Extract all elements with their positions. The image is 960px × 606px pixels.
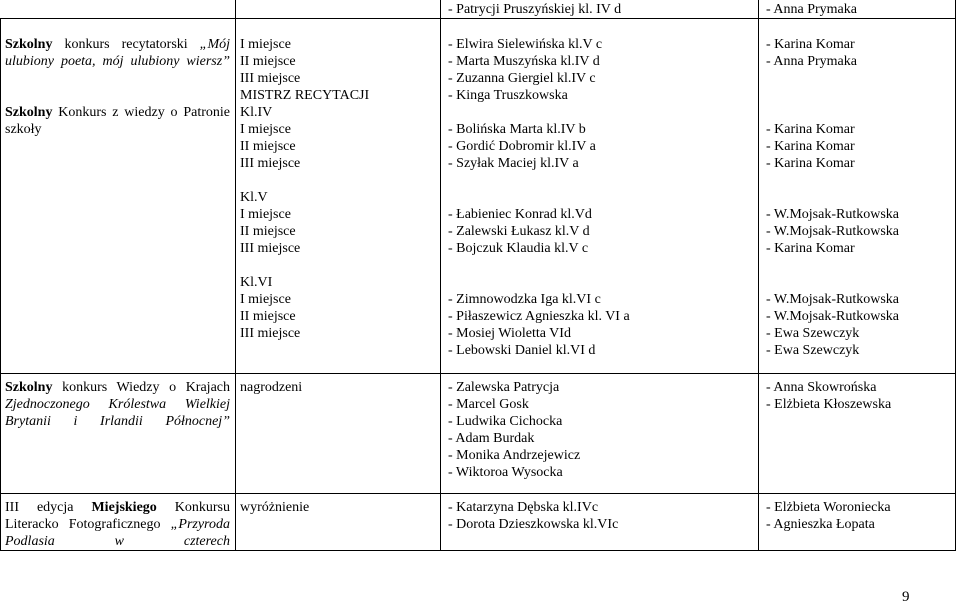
winner-entry: - Mosiej Wioletta VId — [448, 326, 571, 341]
table-border-left — [0, 18, 1, 551]
place-label: MISTRZ RECYTACJI — [240, 88, 370, 103]
teacher-entry: - Karina Komar — [766, 241, 855, 256]
winner-entry: - Zalewska Patrycja — [448, 380, 560, 395]
teacher-entry: - Elżbieta Woroniecka — [766, 500, 891, 515]
teacher-entry: - Ewa Szewczyk — [766, 343, 860, 358]
teacher-entry: - Karina Komar — [766, 122, 855, 137]
winners-list — [448, 499, 754, 533]
contest-name-part: Szkolny — [5, 380, 53, 395]
table-row-divider — [0, 18, 956, 19]
winner-entry: - Zimnowodzka Iga kl.VI c — [448, 292, 601, 307]
place-label: Kl.V — [240, 190, 268, 205]
table-row-top-winners — [448, 1, 754, 18]
place-label: Kl.IV — [240, 105, 273, 120]
winner-entry: - Zuzanna Giergiel kl.IV c — [448, 71, 596, 86]
place-label: I miejsce — [240, 122, 291, 137]
place-label: I miejsce — [240, 37, 291, 52]
winner-entry: - Lebowski Daniel kl.VI d — [448, 343, 596, 358]
place-label: II miejsce — [240, 309, 296, 324]
winner-entry: - Monika Andrzejewicz — [448, 448, 581, 463]
teacher-entry: - Agnieszka Łopata — [766, 517, 875, 532]
place-label: III miejsce — [240, 326, 301, 341]
place-label: III miejsce — [240, 71, 301, 86]
contest-name-literary-photo — [5, 499, 230, 550]
place-label: III miejsce — [240, 241, 301, 256]
teachers-list — [766, 499, 952, 533]
teacher-entry: - Anna Prymaka — [766, 54, 857, 69]
place-label: Kl.VI — [240, 275, 273, 290]
contest-name-part: „Mój ulubiony poeta, mój ulubiony wiersz” — [5, 37, 230, 69]
teacher-entry: - Ewa Szewczyk — [766, 326, 860, 341]
table-border-bottom — [0, 550, 956, 551]
table-row-top-teachers — [766, 1, 952, 18]
winner-entry: - Ludwika Cichocka — [448, 414, 563, 429]
winner-entry: - Bolińska Marta kl.IV b — [448, 122, 586, 137]
winner-entry: - Łabieniec Konrad kl.Vd — [448, 207, 592, 222]
teacher-entry: - Anna Skowrońska — [766, 380, 877, 395]
teacher-entry: - W.Mojsak-Rutkowska — [766, 224, 899, 239]
contest-name-part: Konkursu Literacko Fotograficznego — [5, 500, 230, 532]
teacher-entry: - W.Mojsak-Rutkowska — [766, 292, 899, 307]
table-row-divider — [0, 493, 956, 494]
contest-name-patron-quiz — [5, 104, 230, 138]
teacher-entry: - Elżbieta Kłoszewska — [766, 397, 892, 412]
teachers-list — [766, 379, 952, 413]
contest-name-part: Zjednoczonego Królestwa Wielkiej Brytanii i Irlandii Północnej” — [5, 397, 230, 429]
place-label: II miejsce — [240, 54, 296, 69]
teachers-list — [766, 36, 952, 359]
place-label: I miejsce — [240, 292, 291, 307]
contest-name-part: Konkurs z wiedzy o Patronie szkoły — [5, 105, 230, 137]
contest-name-part: Szkolny — [5, 37, 53, 52]
teacher-entry: - W.Mojsak-Rutkowska — [766, 207, 899, 222]
winner-entry: - Wiktoroa Wysocka — [448, 465, 563, 480]
winner-entry: - Marta Muszyńska kl.IV d — [448, 54, 600, 69]
winner-entry: - Patrycji Pruszyńskiej kl. IV d — [448, 2, 622, 17]
contest-name-part: konkurs Wiedzy o Krajach — [52, 380, 230, 395]
place-label: III miejsce — [240, 156, 301, 171]
winner-entry: - Gordić Dobromir kl.IV a — [448, 139, 596, 154]
place-label: II miejsce — [240, 139, 296, 154]
table-row-divider — [0, 373, 956, 374]
contest-name-uk-quiz — [5, 379, 230, 430]
teacher-entry: - Karina Komar — [766, 37, 855, 52]
winner-entry: - Dorota Dzieszkowska kl.VIc — [448, 517, 619, 532]
table-column-divider — [758, 0, 759, 551]
place-label: II miejsce — [240, 224, 296, 239]
winner-entry: - Adam Burdak — [448, 431, 535, 446]
winner-entry: - Zalewski Łukasz kl.V d — [448, 224, 590, 239]
winners-list — [448, 36, 754, 359]
places-list — [240, 36, 436, 342]
teacher-entry: - Anna Prymaka — [766, 2, 857, 17]
winner-entry: - Bojczuk Klaudia kl.V c — [448, 241, 589, 256]
contest-name-part: „Przyroda Podlasia w czterech — [5, 517, 230, 549]
places-list — [240, 499, 436, 516]
contest-name-part: Miejskiego — [91, 500, 157, 515]
winner-entry: - Szyłak Maciej kl.IV a — [448, 156, 579, 171]
contest-name-recitation — [5, 36, 230, 70]
page-number: 9 — [902, 589, 910, 605]
contest-name-part: konkurs recytatorski — [52, 37, 200, 52]
table-column-divider — [235, 0, 236, 551]
winner-entry: - Elwira Sielewińska kl.V c — [448, 37, 603, 52]
teacher-entry: - Karina Komar — [766, 139, 855, 154]
winner-entry: - Kinga Truszkowska — [448, 88, 568, 103]
winners-list — [448, 379, 754, 481]
places-list — [240, 379, 436, 396]
table-column-divider — [440, 0, 441, 551]
table-border-right — [955, 0, 956, 551]
place-label: nagrodzeni — [240, 380, 303, 395]
place-label: I miejsce — [240, 207, 291, 222]
place-label: wyróżnienie — [240, 500, 310, 515]
winner-entry: - Piłaszewicz Agnieszka kl. VI a — [448, 309, 630, 324]
teacher-entry: - W.Mojsak-Rutkowska — [766, 309, 899, 324]
contest-name-part: Szkolny — [5, 105, 53, 120]
winner-entry: - Marcel Gosk — [448, 397, 529, 412]
winner-entry: - Katarzyna Dębska kl.IVc — [448, 500, 599, 515]
contest-name-part: III edycja — [5, 500, 92, 515]
teacher-entry: - Karina Komar — [766, 156, 855, 171]
